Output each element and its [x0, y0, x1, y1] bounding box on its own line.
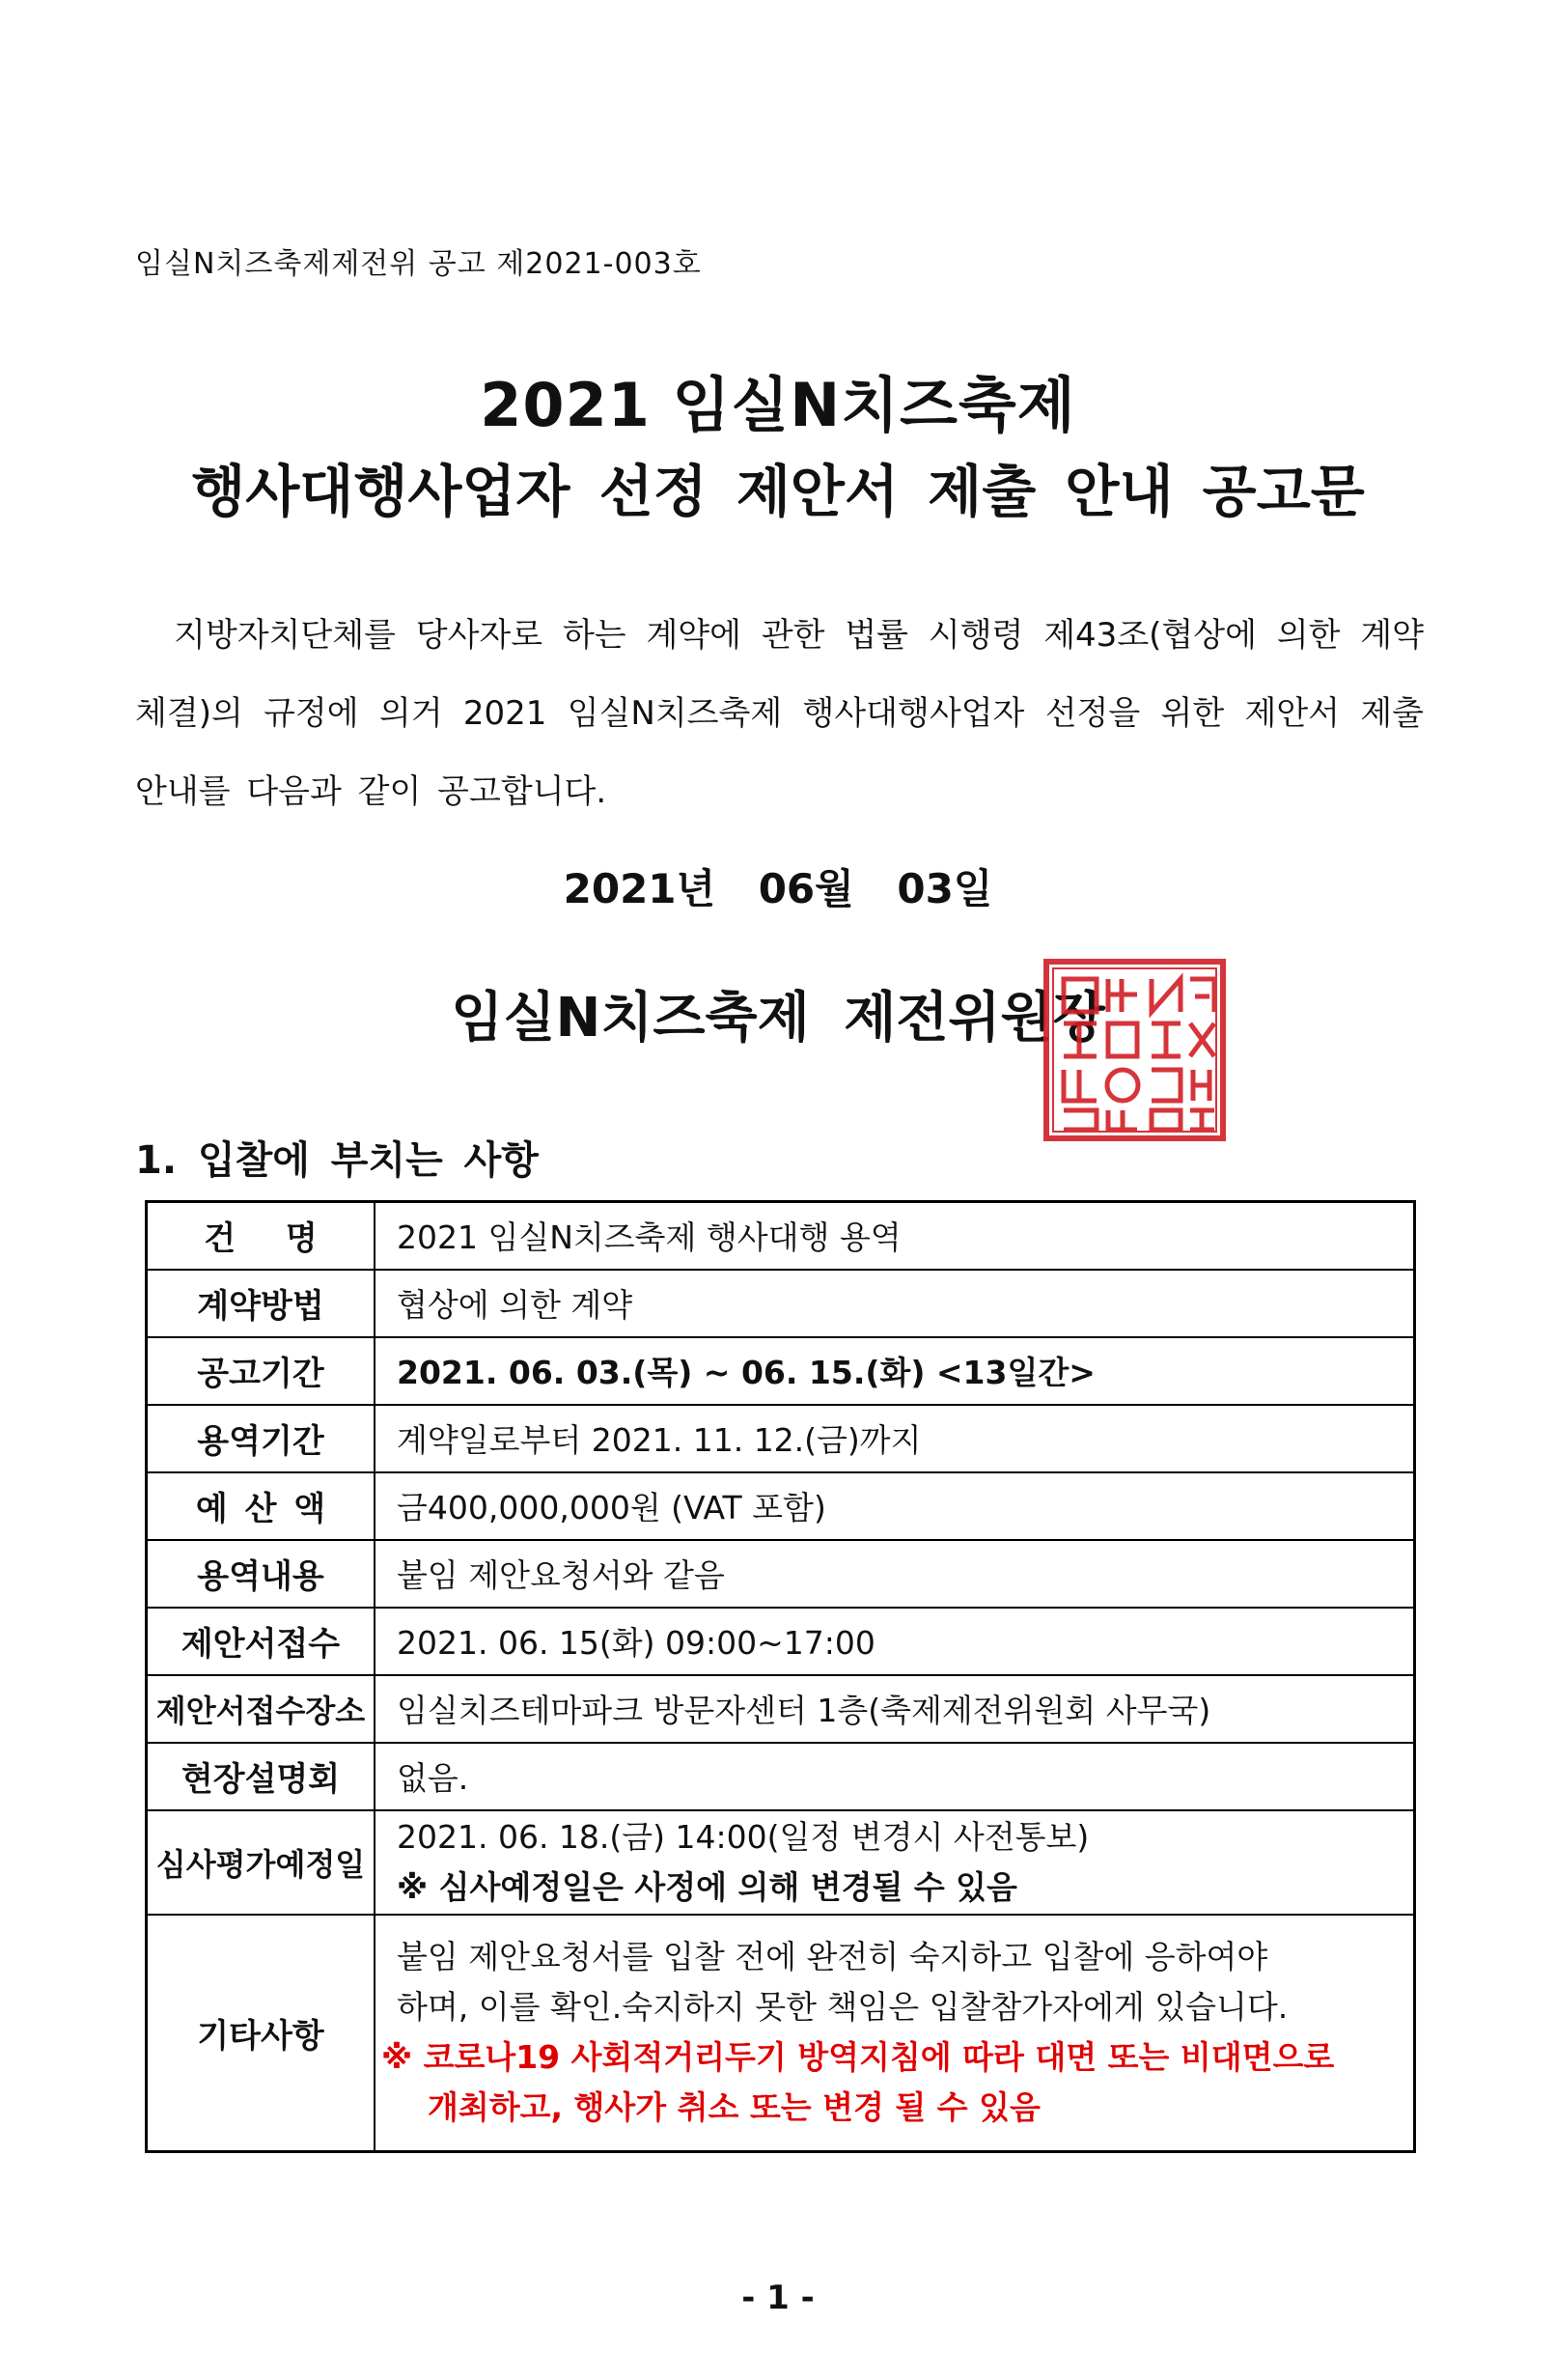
- title-line-2: 행사대행사업자 선정 제안서 제출 안내 공고문: [191, 459, 1365, 524]
- section-title: 1. 입찰에 부치는 사항: [135, 1138, 539, 1183]
- row-value: 없음.: [375, 1743, 1415, 1810]
- row-label: 용역내용: [147, 1540, 375, 1608]
- row-value: 협상에 의한 계약: [375, 1270, 1415, 1337]
- row-value: 금400,000,000원 (VAT 포함): [375, 1472, 1415, 1540]
- official-seal: [1041, 956, 1229, 1144]
- committee-chair: 임실N치즈축제 제전위원장: [451, 987, 1105, 1050]
- row-label: 제안서접수장소: [147, 1675, 375, 1743]
- row-label: 계약방법: [147, 1270, 375, 1337]
- bid-info-table: [145, 1200, 1416, 2153]
- table-row: [147, 1337, 1415, 1405]
- row-label: 건 명: [147, 1202, 375, 1270]
- row-label: 공고기간: [147, 1337, 375, 1405]
- row-value: 2021. 06. 03.(목) ~ 06. 15.(화) <13일간>: [375, 1337, 1415, 1405]
- intro-paragraph: [135, 597, 1424, 831]
- other-notes-line-2: 하며, 이를 확인.숙지하지 못한 책임은 입찰참가자에게 있습니다.: [397, 1988, 1289, 2027]
- review-date-note: ※ 심사예정일은 사정에 의해 변경될 수 있음: [397, 1867, 1017, 1906]
- row-value: 임실치즈테마파크 방문자센터 1층(축제제전위원회 사무국): [375, 1675, 1415, 1743]
- intro-text: 지방자치단체를 당사자로 하는 계약에 관한 법률 시행령 제43조(협상에 의한 계약 체결)의 규정에 의거 2021 임실N치즈축제 행사대행사업자 선정을 위한 제안서 제출 안내를 다음과 같이 공고합니다.: [135, 616, 1424, 811]
- page-number: - 1 -: [741, 2279, 815, 2317]
- table-row: [147, 1915, 1415, 2152]
- announcement-date: 2021년 06월 03일: [563, 865, 993, 912]
- review-date-text: 2021. 06. 18.(금) 14:00(일정 변경시 사전통보): [397, 1817, 1090, 1856]
- row-label: 기타사항: [147, 1915, 375, 2152]
- title-line-1: 2021 임실N치즈축제: [480, 370, 1076, 440]
- row-value: [375, 1810, 1415, 1915]
- row-value: 2021 임실N치즈축제 행사대행 용역: [375, 1202, 1415, 1270]
- table-row: [147, 1472, 1415, 1540]
- row-value: 계약일로부터 2021. 11. 12.(금)까지: [375, 1405, 1415, 1472]
- table-row: [147, 1608, 1415, 1675]
- row-value: [375, 1915, 1415, 2152]
- table-row: [147, 1675, 1415, 1743]
- table-row: [147, 1405, 1415, 1472]
- other-notes-line-1: 붙임 제안요청서를 입찰 전에 완전히 숙지하고 입찰에 응하여야: [397, 1938, 1268, 1976]
- table-row: [147, 1270, 1415, 1337]
- covid-warning-line-2: 개최하고, 행사가 취소 또는 변경 될 수 있음: [428, 2088, 1041, 2127]
- row-label: 예 산 액: [147, 1472, 375, 1540]
- row-label: 심사평가예정일: [147, 1810, 375, 1915]
- table-row: [147, 1810, 1415, 1915]
- covid-warning-line-1: ※ 코로나19 사회적거리두기 방역지침에 따라 대면 또는 비대면으로: [381, 2038, 1335, 2077]
- row-value: 붙임 제안요청서와 같음: [375, 1540, 1415, 1608]
- row-label: 현장설명회: [147, 1743, 375, 1810]
- table-row: [147, 1743, 1415, 1810]
- row-value: 2021. 06. 15(화) 09:00~17:00: [375, 1608, 1415, 1675]
- row-label: 제안서접수: [147, 1608, 375, 1675]
- document-number: 임실N치즈축제제전위 공고 제2021-003호: [135, 247, 702, 281]
- table-row: [147, 1202, 1415, 1270]
- table-row: [147, 1540, 1415, 1608]
- row-label: 용역기간: [147, 1405, 375, 1472]
